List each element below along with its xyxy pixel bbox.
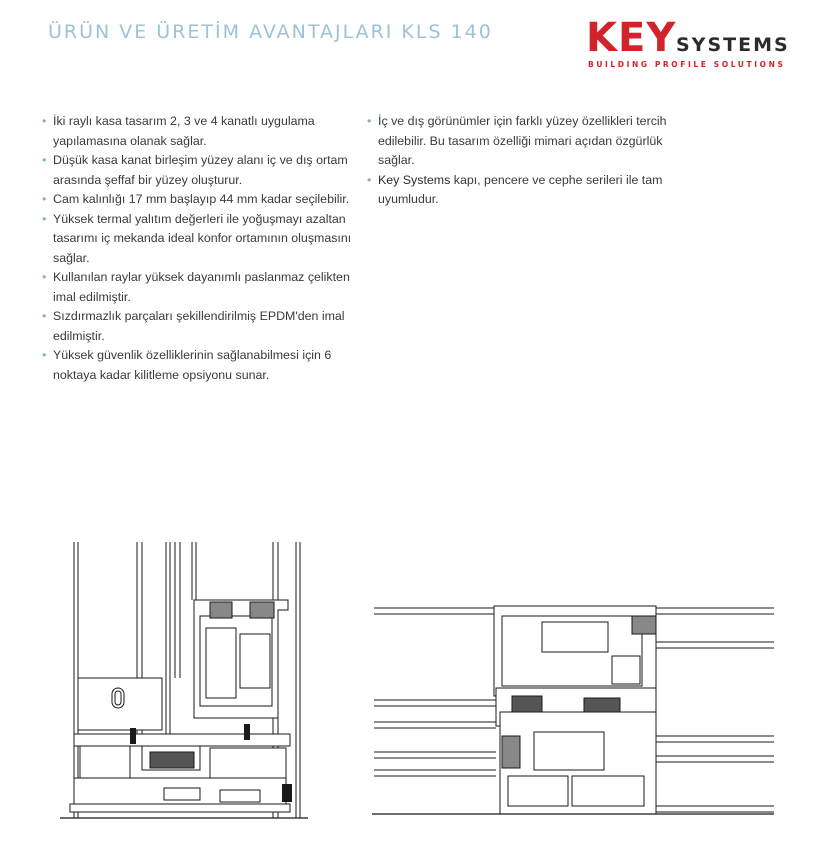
logo-tagline: BUILDING PROFILE SOLUTIONS	[588, 60, 786, 69]
feature-item: • Sızdırmazlık parçaları şekillendirilmiş EPDM'den imal edilmiştir.	[42, 309, 345, 343]
feature-item: • Yüksek güvenlik özelliklerinin sağlanabilmesi için 6 noktaya kadar kilitleme opsiyonu sunar.	[42, 348, 332, 382]
bullet-icon: •	[42, 114, 47, 128]
features-left-list	[42, 112, 352, 385]
feature-item: • İç ve dış görünümler için farklı yüzey özellikleri tercih edilebilir. Bu tasarım özelliği mimari açıdan özgürlük sağlar.	[367, 114, 667, 167]
logo-brand: KEY	[586, 15, 677, 61]
bullet-icon: •	[42, 211, 47, 226]
features-right-list	[367, 112, 677, 210]
bullet-icon: •	[367, 114, 372, 128]
logo-systems: SYSTEMS	[676, 34, 790, 56]
bullet-icon: •	[42, 270, 47, 284]
feature-item: • Cam kalınlığı 17 mm başlayıp 44 mm kadar seçilebilir.	[42, 190, 352, 210]
bullet-icon: •	[42, 309, 47, 323]
page-title: ÜRÜN VE ÜRETİM AVANTAJLARI KLS 140	[48, 21, 493, 43]
feature-item: • Kullanılan raylar yüksek dayanımlı paslanmaz çelikten imal edilmiştir.	[42, 270, 350, 304]
horizontal-section-drawing	[372, 600, 776, 820]
vertical-section-drawing	[60, 538, 310, 820]
key-systems-logo	[586, 15, 798, 74]
bullet-icon: •	[42, 192, 47, 206]
feature-item: • Düşük kasa kanat birleşim yüzey alanı iç ve dış ortam arasında şeffaf bir yüzey oluşturur.	[42, 153, 348, 187]
feature-item: • Yüksek termal yalıtım değerleri ile yoğuşmayı azaltan tasarımı iç mekanda ideal konfor ortamının oluşmasını sağlar.	[42, 211, 352, 265]
bullet-icon: •	[367, 172, 372, 187]
feature-item: • İki raylı kasa tasarım 2, 3 ve 4 kanatlı uygulama yapılamasına olanak sağlar.	[42, 114, 315, 148]
bullet-icon: •	[42, 348, 47, 362]
feature-item: • Key Systems kapı, pencere ve cephe serileri ile tam uyumludur.	[367, 172, 663, 206]
bullet-icon: •	[42, 153, 47, 167]
brand-name: Key Systems	[378, 172, 451, 187]
